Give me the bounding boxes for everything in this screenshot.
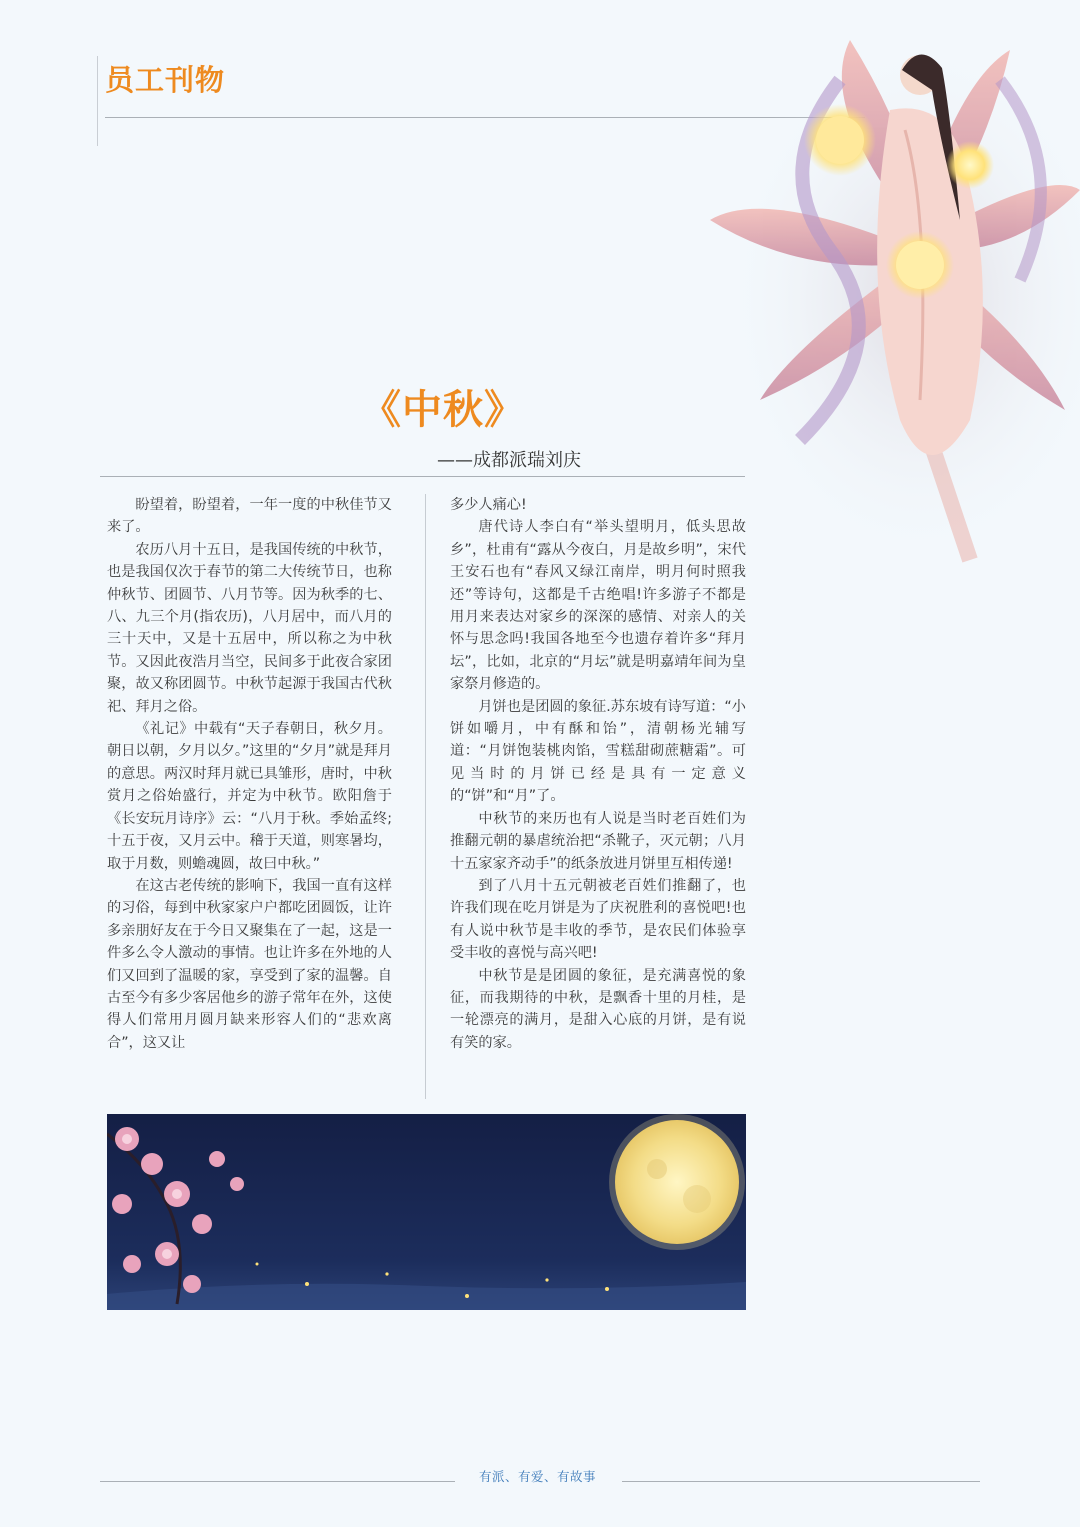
- paragraph: 在这古老传统的影响下，我国一直有这样的习俗，每到中秋家家户户都吃团圆饭，让许多亲朋好友在于今日又聚集在了一起，这是一件多么令人激动的事情。也让许多在外地的人们又回到了温暖的家，享受到了家的温馨。自古至今有多少客居他乡的游子常年在外，这使得人们常用月圆月缺来形容人们的“悲欢离合”，这又让: [107, 877, 392, 1051]
- column-divider: [425, 494, 426, 1099]
- paragraph: 到了八月十五元朝被老百姓们推翻了，也许我们现在吃月饼是为了庆祝胜利的喜悦吧!也有人说中秋节是丰收的季节，是农民们体验享受丰收的喜悦与高兴吧!: [450, 877, 746, 962]
- paragraph-continuation: 多少人痛心!: [450, 497, 527, 513]
- article-left-column: [107, 494, 392, 1054]
- paragraph: 盼望着，盼望着，一年一度的中秋佳节又来了。: [107, 497, 392, 536]
- paragraph: 农历八月十五日，是我国传统的中秋节，也是我国仅次于春节的第二大传统节日，也称仲秋节、团圆节、八月节等。因为秋季的七、八、九三个月(指农历)，八月居中，而八月的三十天中，又是十五居中，所以称之为中秋节。又因此夜浩月当空，民间多于此夜合家团聚，故又称团圆节。中秋节起源于我国古代秋祀、拜月之俗。: [107, 541, 392, 715]
- paragraph: 《礼记》中载有“天子春朝日，秋夕月。朝日以朝，夕月以夕。”这里的“夕月”就是拜月的意思。两汉时拜月就已具雏形，唐时，中秋赏月之俗始盛行，并定为中秋节。欧阳詹于《长安玩月诗序》云：“八月于秋。季始孟终;十五于夜，又月云中。稽于天道，则寒暑均，取于月数，则蟾魂圆，故曰中秋。”: [107, 721, 392, 872]
- magazine-title: 员工刊物: [105, 63, 226, 97]
- article-title: 《中秋》: [361, 387, 525, 433]
- footer-rule-left: [100, 1481, 455, 1482]
- article-right-column: [450, 494, 746, 1054]
- footer-slogan: 有派、有爱、有故事: [479, 1469, 597, 1484]
- header-divider: [97, 56, 98, 146]
- paragraph: 中秋节是是团圆的象征，是充满喜悦的象征，而我期待的中秋，是飘香十里的月桂，是一轮漂亮的满月，是甜入心底的月饼，是有说有笑的家。: [450, 967, 746, 1051]
- night-moon-blossom-image: [107, 1114, 746, 1310]
- title-rule: [100, 476, 745, 477]
- article-author: ——成都派瑞刘庆: [437, 450, 581, 471]
- paragraph: 月饼也是团圆的象征.苏东坡有诗写道：“小饼如嚼月，中有酥和饴”，清朝杨光辅写道：“月饼饱装桃肉馅，雪糕甜砌蔗糖霜”。可见当时的月饼已经是具有一定意义的“饼”和“月”了。: [450, 698, 746, 805]
- paragraph: 中秋节的来历也有人说是当时老百姓们为推翻元朝的暴虐统治把“杀靴子，灭元朝；八月十五家家齐动手”的纸条放进月饼里互相传递!: [450, 810, 746, 872]
- footer-rule-right: [622, 1481, 980, 1482]
- paragraph: 唐代诗人李白有“举头望明月，低头思故乡”，杜甫有“露从今夜白，月是故乡明”，宋代王安石也有“春风又绿江南岸，明月何时照我还”等诗句，这都是千古绝唱!许多游子不都是用月来表达对家乡的深深的感情、对亲人的关怀与思念吗!我国各地至今也遗存着许多“拜月坛”，比如，北京的“月坛”就是明嘉靖年间为皇家祭月修造的。: [450, 519, 746, 693]
